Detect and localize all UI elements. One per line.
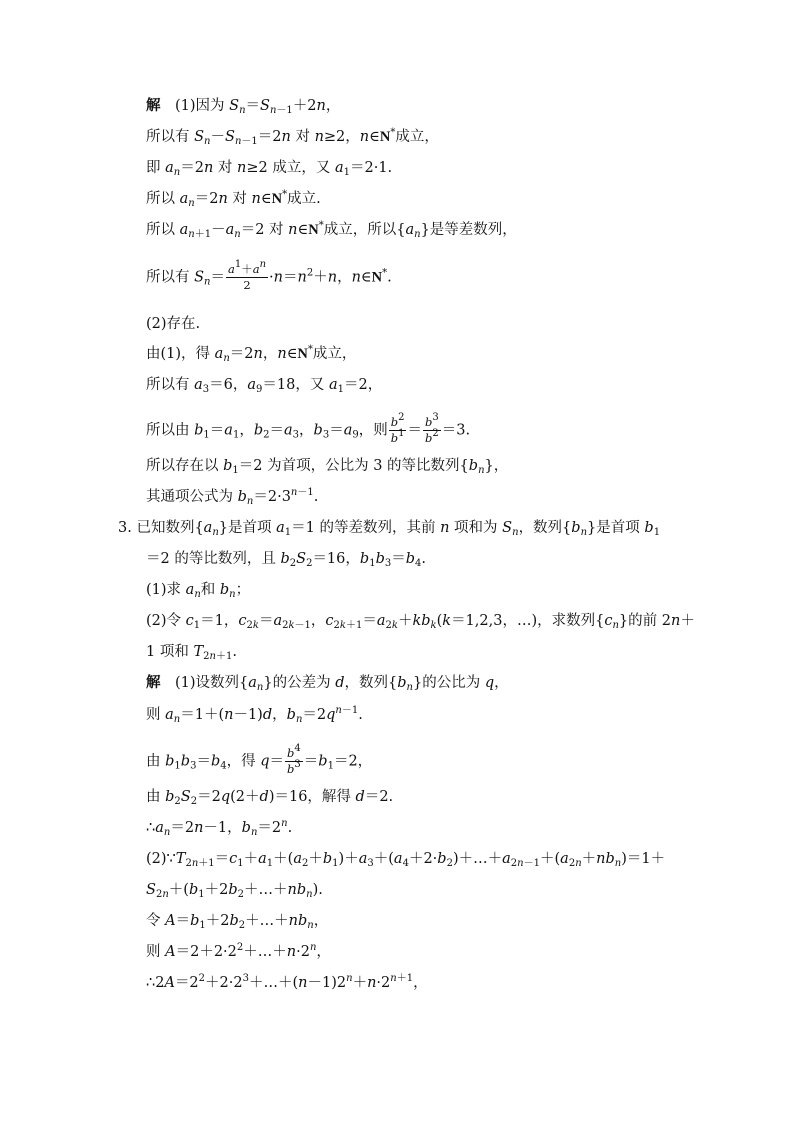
solution-1-line-4: 所以 $a_n=2n$ 对 n∈N*成立.: [146, 189, 321, 209]
solution-3-line-10: $\therefore 2A=2^2+2\cdot 2^3+\dots+(n-1)2^n+n\cdot 2^{n+1}$，: [146, 973, 428, 991]
solution-2-line-2: 由(1)，得 $a_n=2n$，n∈N*成立，: [146, 344, 357, 364]
solution-1-line-2: 所以有 $S_n-S_{n-1}=2n$ 对 n≥2，n∈N*成立，: [146, 127, 439, 147]
fraction: $\frac{b^2}{b^1}$: [390, 412, 405, 445]
solution-1-line-6: 所以有 $S_n=$ $\frac{a^1+a^n}{2}$ $\cdot n=n^2+n$，n∈N*.: [146, 259, 392, 292]
solution-2-line-5: 所以存在以 $b_1=2$ 为首项，公比为 3 的等比数列$\{b_n\}$，: [146, 458, 509, 476]
solution-2-line-4: 所以由 $b_1=a_1$，$b_2=a_3$，$b_3=a_9$，则 $\frac{b^2}{b^1}$ ＝ $\frac{b^3}{b^2}$ ＝3.: [146, 412, 471, 445]
solution-3-line-7: $S_{2n}+(b_1+2b_2+\dots+nb_n)$.: [146, 882, 323, 900]
problem-3-part-2: (2)令 $c_1=1$，$c_{2k}=a_{2k-1}$，$c_{2k+1}=a_{2k}+kb_k(k=1,2,3$，…)，求数列$\{c_n\}$的前 2n＋: [146, 613, 695, 631]
fraction: $\frac{b^3}{b^2}$: [424, 412, 439, 445]
problem-3-statement-1: 3. 已知数列$\{a_n\}$是首项 $a_1=1$ 的等差数列，其前 n 项和为 $S_n$，数列$\{b_n\}$是首项 $b_1$: [118, 520, 661, 538]
solution-1-line-3: 即 $a_n=2n$ 对 n≥2 成立，又 $a_1=2\cdot 1$.: [146, 160, 393, 178]
solution-3-line-9: 则 $A=2+2\cdot 2^2+\dots+n\cdot 2^n$，: [146, 942, 331, 960]
solution-2-line-1: (2)存在.: [146, 316, 201, 332]
problem-3-part-2b: 1 项和 $T_{2n+1}$.: [146, 644, 237, 662]
solution-3-line-1: 解 (1)设数列$\{a_n\}$的公差为 d，数列$\{b_n\}$的公比为 q，: [146, 675, 509, 693]
solution-3-line-4: 由 $b_2S_2=2q(2+d)=16$，解得 d＝2.: [146, 789, 394, 807]
solution-2-line-6: 其通项公式为 $b_n=2\cdot 3^{n-1}$.: [146, 487, 319, 507]
solution-3-line-2: 则 $a_n=1+(n-1)d$，$b_n=2q^{n-1}$.: [146, 705, 363, 725]
solution-3-line-8: 令 $A=b_1+2b_2+\dots+nb_n$，: [146, 913, 329, 931]
fraction: $\frac{b^4}{b^3}$: [287, 743, 301, 776]
solution-3-line-5: $\therefore a_n=2n-1$，$b_n=2^n$.: [146, 818, 293, 838]
problem-3-part-1: (1)求 $a_n$和 $b_n$；: [146, 582, 251, 600]
solution-2-line-3: 所以有 $a_3=6$，$a_9=18$，又 $a_1=2$，: [146, 377, 383, 395]
solution-3-line-3: 由 $b_1b_3=b_4$，得 q＝ $\frac{b^4}{b^3}$ $=b_1=2$，: [146, 743, 373, 776]
solution-1-line-5: 所以 $a_{n+1}-a_n=2$ 对 n∈N*成立，所以$\{a_n\}$是等差数列，: [146, 220, 517, 240]
solution-3-line-6: $(2)\because T_{2n+1}=c_1+a_1+(a_2+b_1)+a_3+(a_4+2\cdot b_2)+\dots+a_{2n-1}+(a_{2n}+nb_n)=1+$: [146, 851, 666, 869]
solution-1-line-1: 解 (1)因为 $S_n=S_{n-1}+2n$，: [146, 98, 341, 116]
problem-3-statement-2: ＝2 的等比数列，且 $b_2S_2=16$，$b_1b_3=b_4$.: [146, 551, 427, 569]
fraction: $\frac{a^1+a^n}{2}$: [228, 259, 267, 292]
